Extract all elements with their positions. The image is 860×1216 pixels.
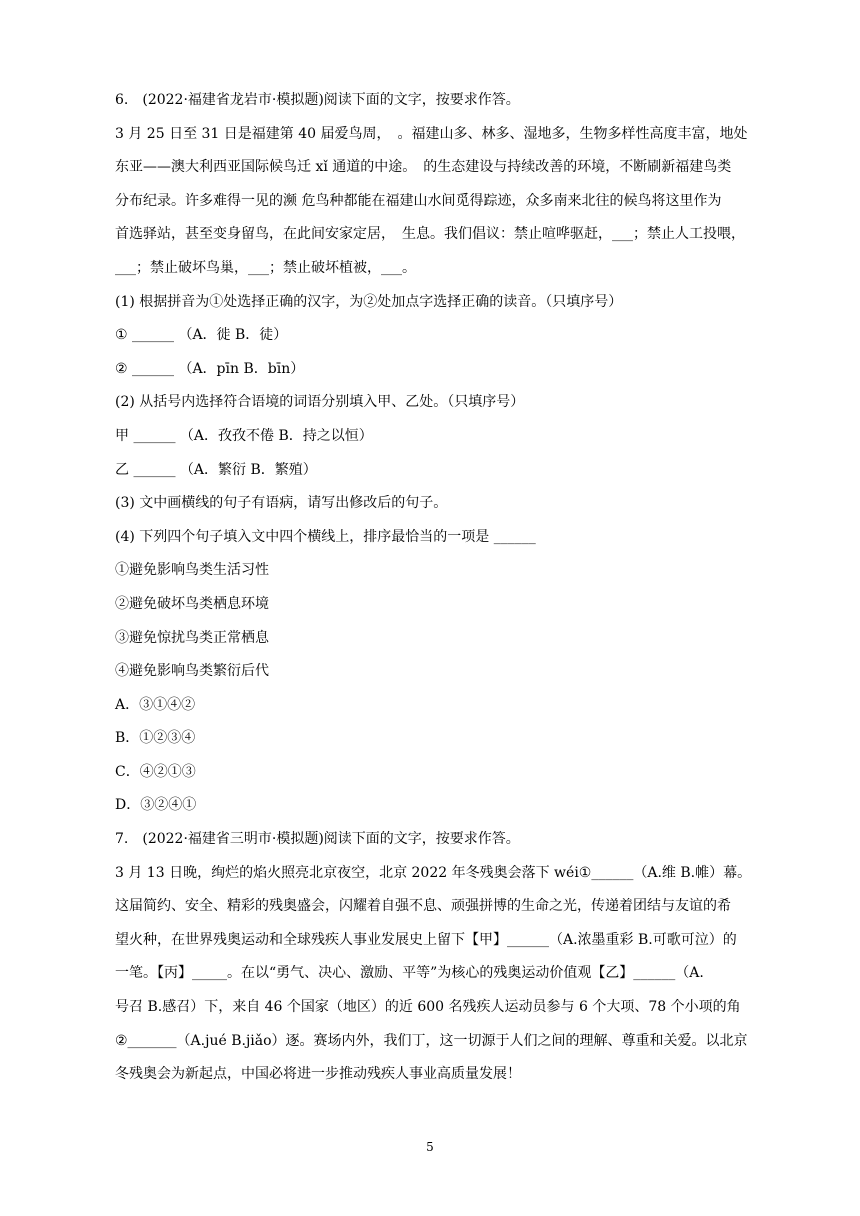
q6-sentence-option: ③避免惊扰鸟类正常栖息 [115,629,269,646]
q7-passage-line: ②_______（A.jué B.jiǎo）逐。赛场内外，我们丁，这一切源于人们之间的理解、尊重和关爱。以北京 [115,1032,748,1049]
q6-choice-d: D．③②④① [115,797,197,814]
q6-sentence-option: ②避免破坏鸟类栖息环境 [115,595,269,612]
q7-passage-line: 望火种，在世界残奥运动和全球残疾人事业发展史上留下【甲】______（A.浓墨重彩 B.可歌可泣）的 [115,931,737,948]
q7-passage-line: 这届简约、安全、精彩的残奥盛会，闪耀着自强不息、顽强拼博的生命之光，传递着团结与友谊的希 [115,898,731,915]
q7-passage-line: 一笔。【丙】_____。在以“勇气、决心、激励、平等”为核心的残奥运动价值观【乙】______（A. [115,965,704,982]
question-6-header: 6. (2022·福建省龙岩市·模拟题)阅读下面的文字，按要求作答。 [115,92,520,108]
q6-sentence-option: ④避免影响鸟类繁衍后代 [115,663,269,680]
q6-answer-blank-jia: 甲 ______ （A．孜孜不倦 B．持之以恒） [115,427,373,444]
q7-passage-line: 冬残奥会为新起点，中国必将进一步推动残疾人事业高质量发展！ [115,1066,521,1083]
q7-passage-line: 号召 B.感召）下，来自 46 个国家（地区）的近 600 名残疾人运动员参与 6 个大项、78 个小项的角 [115,999,741,1016]
q6-passage-line: 东亚——澳大利西亚国际候鸟迁 xǐ 通道的中途。 的生态建设与持续改善的环境，不断刷新福建鸟类 [115,159,732,176]
question-7-header: 7. (2022·福建省三明市·模拟题)阅读下面的文字，按要求作答。 [115,831,520,848]
q6-sentence-option: ①避免影响鸟类生活习性 [115,562,269,579]
q6-subquestion-1: (1) 根据拼音为①处选择正确的汉字，为②处加点字选择正确的读音。（只填序号） [115,293,623,310]
document-page [115,84,775,1092]
q6-subquestion-4: (4) 下列四个句子填入文中四个横线上，排序最恰当的一项是 ______ [115,528,536,545]
q6-passage-line: 3 月 25 日至 31 日是福建第 40 届爱鸟周， 。福建山多、林多、湿地多，生物多样性高度丰富，地处 [115,125,748,142]
q6-answer-blank-2: ② ______ （A．pīn B．bīn） [115,360,305,377]
q6-subquestion-3: (3) 文中画横线的句子有语病，请写出修改后的句子。 [115,495,448,512]
q6-choice-b: B．①②③④ [115,730,196,747]
q6-choice-a: A．③①④② [115,696,196,713]
q6-answer-blank-1: ① ______ （A．徙 B．徒） [115,327,288,344]
q6-answer-blank-yi: 乙 ______ （A．繁衍 B．繁殖） [115,461,317,478]
q6-passage-line: 分布纪录。许多难得一见的濒 危鸟种都能在福建山水间觅得踪迹，众多南来北往的候鸟将这里作为 [115,192,722,209]
q6-passage-line: ___；禁止破坏鸟巢，___；禁止破坏植被，___。 [115,259,416,276]
q6-passage-line: 首选驿站，甚至变身留鸟，在此间安家定居， 生息。我们倡议：禁止喧哗驱赶，___；禁止人工投喂， [115,226,745,243]
q7-passage-line: 3 月 13 日晚，绚烂的焰火照亮北京夜空，北京 2022 年冬残奥会落下 wéi①______（A.维 B.帷）幕。 [115,864,752,881]
q6-subquestion-2: (2) 从括号内选择符合语境的词语分别填入甲、乙处。（只填序号） [115,394,525,411]
page-number: 5 [426,1140,434,1154]
q6-choice-c: C．④②①③ [115,763,196,780]
